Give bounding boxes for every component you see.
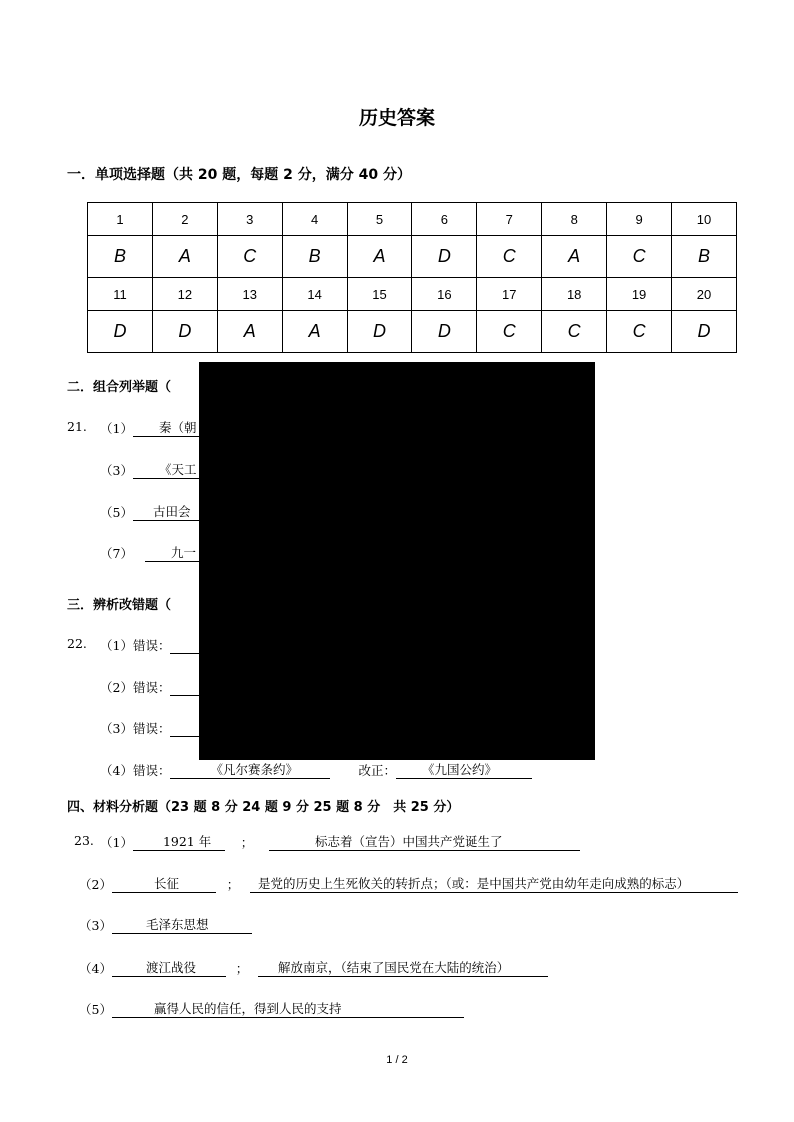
question-number: 9 bbox=[607, 203, 672, 236]
question-number: 20 bbox=[672, 278, 737, 311]
question-number: 14 bbox=[282, 278, 347, 311]
question-number: 18 bbox=[542, 278, 607, 311]
item-label: （7） bbox=[100, 546, 133, 561]
item-label: （1） bbox=[100, 421, 133, 436]
question-number: 1 bbox=[88, 203, 153, 236]
table-row bbox=[88, 236, 737, 278]
answer-a: 渡江战役 bbox=[112, 960, 226, 977]
item-label: （5） bbox=[100, 505, 133, 520]
redaction-block bbox=[199, 362, 595, 760]
table-row bbox=[88, 311, 737, 353]
answer-letter: D bbox=[152, 311, 217, 353]
fix-label: 改正： bbox=[358, 763, 396, 778]
item-label: （1）错误： bbox=[100, 638, 171, 653]
answer-letter: A bbox=[282, 311, 347, 353]
answer-letter: D bbox=[672, 311, 737, 353]
answer-value: 秦（朝 bbox=[133, 420, 219, 437]
separator: ； bbox=[240, 835, 254, 850]
answer-letter: B bbox=[282, 236, 347, 278]
answer-value: 古田会 bbox=[133, 504, 223, 521]
answer-letter: C bbox=[607, 236, 672, 278]
question-number: 15 bbox=[347, 278, 412, 311]
page-title: 历史答案 bbox=[358, 107, 435, 129]
item-label: （2） bbox=[79, 877, 112, 892]
question-number: 11 bbox=[88, 278, 153, 311]
question-23-number: 23. bbox=[74, 833, 94, 848]
answer-letter: A bbox=[217, 311, 282, 353]
answer-letter: B bbox=[672, 236, 737, 278]
answer-line bbox=[100, 636, 210, 654]
answer-line bbox=[79, 916, 252, 934]
item-label: （3）错误： bbox=[100, 721, 171, 736]
item-label: （4） bbox=[79, 961, 112, 976]
answer-line bbox=[79, 959, 548, 977]
answer-b: 解放南京，（结束了国民党在大陆的统治） bbox=[258, 960, 548, 977]
page-number: 1 / 2 bbox=[386, 1054, 408, 1066]
answer-line bbox=[79, 875, 738, 893]
item-label: （3） bbox=[79, 918, 112, 933]
answer-letter: C bbox=[477, 311, 542, 353]
fix-value: 《九国公约》 bbox=[396, 762, 532, 779]
section-4-heading: 四、材料分析题（23 题 8 分 24 题 9 分 25 题 8 分 共 25 分） bbox=[67, 800, 460, 815]
answer-letter: C bbox=[217, 236, 282, 278]
answer-line bbox=[100, 719, 210, 737]
answer-letter: C bbox=[607, 311, 672, 353]
question-number: 5 bbox=[347, 203, 412, 236]
answer-letter: C bbox=[542, 311, 607, 353]
answer-value: 九一 bbox=[145, 545, 221, 562]
table-row bbox=[88, 203, 737, 236]
answer-a: 赢得人民的信任，得到人民的支持 bbox=[112, 1001, 464, 1018]
question-number: 12 bbox=[152, 278, 217, 311]
answer-line bbox=[100, 833, 580, 851]
item-label: （1） bbox=[100, 835, 133, 850]
table-row bbox=[88, 278, 737, 311]
item-label: （4）错误： bbox=[100, 763, 171, 778]
question-number: 17 bbox=[477, 278, 542, 311]
question-22-number: 22. bbox=[67, 636, 87, 651]
item-label: （5） bbox=[79, 1002, 112, 1017]
question-number: 2 bbox=[152, 203, 217, 236]
question-number: 10 bbox=[672, 203, 737, 236]
question-number: 4 bbox=[282, 203, 347, 236]
question-number: 3 bbox=[217, 203, 282, 236]
answer-a: 毛泽东思想 bbox=[112, 917, 252, 934]
question-number: 16 bbox=[412, 278, 477, 311]
answer-b: 标志着（宣告）中国共产党诞生了 bbox=[269, 834, 580, 851]
section-1-heading: 一．单项选择题（共 20 题，每题 2 分，满分 40 分） bbox=[67, 167, 411, 183]
answer-table bbox=[87, 202, 737, 353]
question-number: 7 bbox=[477, 203, 542, 236]
error-value: 《凡尔赛条约》 bbox=[170, 762, 330, 779]
separator: ； bbox=[235, 961, 249, 976]
item-label: （2）错误： bbox=[100, 680, 171, 695]
answer-letter: B bbox=[88, 236, 153, 278]
answer-letter: C bbox=[477, 236, 542, 278]
separator: ； bbox=[226, 877, 240, 892]
question-number: 6 bbox=[412, 203, 477, 236]
answer-letter: D bbox=[88, 311, 153, 353]
answer-letter: A bbox=[542, 236, 607, 278]
answer-value: 《天工 bbox=[133, 462, 219, 479]
answer-b: 是党的历史上生死攸关的转折点；（或：是中国共产党由幼年走向成熟的标志） bbox=[250, 876, 738, 893]
answer-letter: A bbox=[152, 236, 217, 278]
answer-letter: A bbox=[347, 236, 412, 278]
answer-line bbox=[79, 1000, 464, 1018]
answer-line bbox=[100, 678, 210, 696]
question-21-number: 21. bbox=[67, 419, 87, 434]
section-3-heading: 三．辨析改错题（ bbox=[67, 598, 172, 613]
answer-a: 1921 年 bbox=[133, 834, 225, 851]
answer-letter: D bbox=[347, 311, 412, 353]
answer-a: 长征 bbox=[112, 876, 216, 893]
question-number: 19 bbox=[607, 278, 672, 311]
item-label: （3） bbox=[100, 463, 133, 478]
answer-line bbox=[100, 761, 532, 779]
answer-letter: D bbox=[412, 311, 477, 353]
section-2-heading: 二．组合列举题（ bbox=[67, 380, 172, 395]
question-number: 13 bbox=[217, 278, 282, 311]
question-number: 8 bbox=[542, 203, 607, 236]
answer-letter: D bbox=[412, 236, 477, 278]
